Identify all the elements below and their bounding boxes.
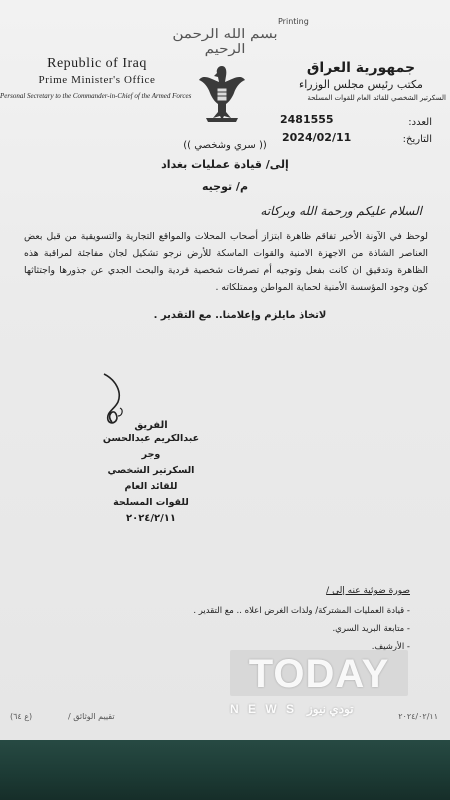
subject: م/ توجيه xyxy=(201,180,249,193)
printing-mark: Printing xyxy=(278,17,309,26)
reference-number: 2481555 xyxy=(280,113,334,126)
signatory-date: ٢٠٢٤/٢/١١ xyxy=(125,513,177,524)
country-name-ar: جمهورية العراق xyxy=(306,60,416,76)
office-name-en: Prime Minister's Office xyxy=(38,74,156,86)
watermark-sub xyxy=(230,702,408,716)
recipient: إلى/ قيادة عمليات بغداد xyxy=(161,158,289,171)
copies-list xyxy=(150,602,410,656)
today-news-watermark xyxy=(230,650,408,722)
watermark-sub-en: N E W S xyxy=(230,702,298,716)
country-name-en: Republic of Iraq xyxy=(47,56,147,71)
reference-number-label: العدد: xyxy=(408,117,432,128)
letterhead-english xyxy=(12,56,182,86)
signatory-block xyxy=(96,420,206,524)
reference-date-label: التاريخ: xyxy=(402,134,432,145)
watermark-sub-ar: تودي نيوز xyxy=(307,702,354,716)
list-item: - قيادة العمليات المشتركة/ ولذات الغرض اعلاه .. مع التقدير . xyxy=(150,602,410,620)
iraq-eagle-emblem-icon xyxy=(196,60,248,124)
letterhead-arabic xyxy=(286,60,436,91)
photo-background-edge xyxy=(0,740,450,800)
greeting: السلام عليكم ورحمة الله وبركاته xyxy=(260,204,422,218)
letter-closing: لاتخاذ مايلزم وإعلامنا.. مع التقدير . xyxy=(153,310,327,321)
office-name-ar: مكتب رئيس مجلس الوزراء xyxy=(299,78,423,91)
letter-body: لوحظ في الآونة الأخير تفاقم ظاهرة ابتزاز أصحاب المحلات والمواقع التجارية والتسويقية من قبل بعض العناصر الشاذة من الاجهزة الامنية والقوات الماسكة للأرض نرجو تشكيل لجان مفاجئة لمراقبة هذه الظاهرة وتدقيق ان كانت بفعل وتوجيه أم تصرفات شخصية فردية والبحث الجدي عن جذورها واجتثاثها كون وجود المؤسسة الأمنية لحماية المواطن وممتلكاته . xyxy=(24,231,428,293)
signatory-position: السكرتير الشخصي للقائد العام xyxy=(107,465,195,492)
reference-date: 2024/02/11 xyxy=(282,131,352,144)
footer-date: ٢٠٢٤/٠٢/١١ xyxy=(398,712,438,721)
signatory-rank: الفريق xyxy=(134,420,168,431)
basmala: بسم الله الرحمن الرحيم xyxy=(172,25,278,57)
secretary-title-ar: السكرتير الشخصي للقائد العام للقوات المسلحة xyxy=(307,94,446,102)
classification: (( سري وشخصي )) xyxy=(183,140,267,151)
signatory-position-cont: للقوات المسلحة xyxy=(113,497,189,508)
footer-label: تقييم الوثائق / xyxy=(68,712,115,721)
signatory-name: عبدالكريم عبدالحسن وجر xyxy=(102,433,200,460)
watermark-main: TODAY xyxy=(248,652,390,696)
footer-code: (ع ٦٤) xyxy=(10,712,33,721)
secretary-title-en: Personal Secretary to the Commander-in-Chief of the Armed Forces xyxy=(0,92,192,100)
list-item: - متابعة البريد السري. xyxy=(150,620,410,638)
copies-heading: صورة ضوئية عنه إلى / xyxy=(326,586,410,596)
list-item: - الأرشيف. xyxy=(150,638,410,656)
